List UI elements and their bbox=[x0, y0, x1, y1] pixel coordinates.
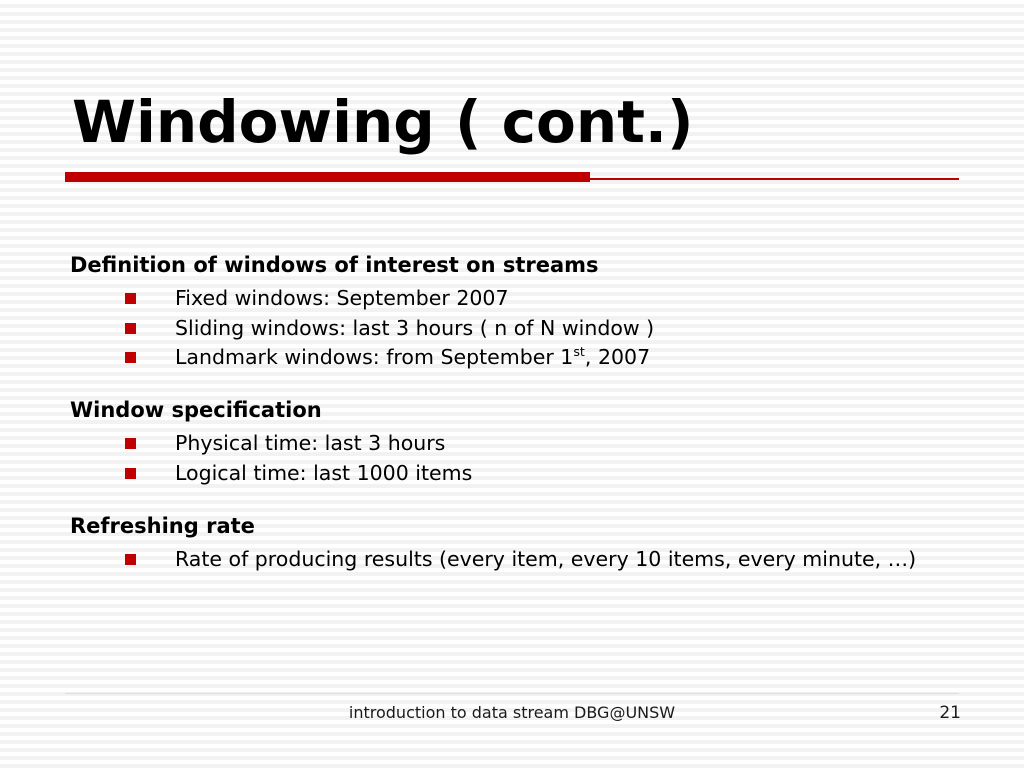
list-item-label-after: , 2007 bbox=[584, 344, 651, 369]
section-heading: Refreshing rate bbox=[70, 513, 255, 538]
list-item-label: Fixed windows: September 2007 bbox=[175, 286, 509, 311]
section-heading: Window specification bbox=[70, 398, 322, 423]
square-bullet-icon bbox=[125, 293, 136, 304]
footer-text: introduction to data stream DBG@UNSW bbox=[348, 703, 676, 722]
list-item-label-before: Landmark windows: from September 1 bbox=[175, 344, 574, 369]
section-refreshing-rate bbox=[70, 513, 960, 574]
list-item-superscript: st bbox=[573, 343, 585, 359]
section-definition bbox=[70, 252, 960, 371]
list-item-label: Rate of producing results (every item, every 10 items, every minute, …) bbox=[175, 547, 917, 572]
section-window-specification bbox=[70, 397, 960, 487]
list-item bbox=[70, 429, 960, 457]
slide-body bbox=[70, 252, 960, 574]
list-item bbox=[70, 459, 960, 487]
square-bullet-icon bbox=[125, 438, 136, 449]
list-item bbox=[70, 545, 960, 573]
title-underline-thick bbox=[65, 172, 590, 182]
page-title: Windowing ( cont.) bbox=[72, 88, 694, 156]
bullet-list bbox=[70, 284, 960, 371]
list-item-label: Sliding windows: last 3 hours ( n of N window ) bbox=[175, 315, 655, 340]
list-item bbox=[70, 314, 960, 342]
list-item bbox=[70, 284, 960, 312]
section-heading: Definition of windows of interest on streams bbox=[70, 253, 599, 277]
footer-divider bbox=[65, 693, 959, 694]
square-bullet-icon bbox=[125, 554, 136, 565]
bullet-list bbox=[70, 545, 960, 573]
list-item bbox=[70, 343, 960, 371]
list-item-label: Physical time: last 3 hours bbox=[175, 431, 446, 456]
square-bullet-icon bbox=[125, 468, 136, 479]
square-bullet-icon bbox=[125, 352, 136, 363]
square-bullet-icon bbox=[125, 323, 136, 334]
page-number: 21 bbox=[939, 703, 961, 723]
bullet-list bbox=[70, 429, 960, 487]
list-item-label: Logical time: last 1000 items bbox=[175, 460, 473, 485]
